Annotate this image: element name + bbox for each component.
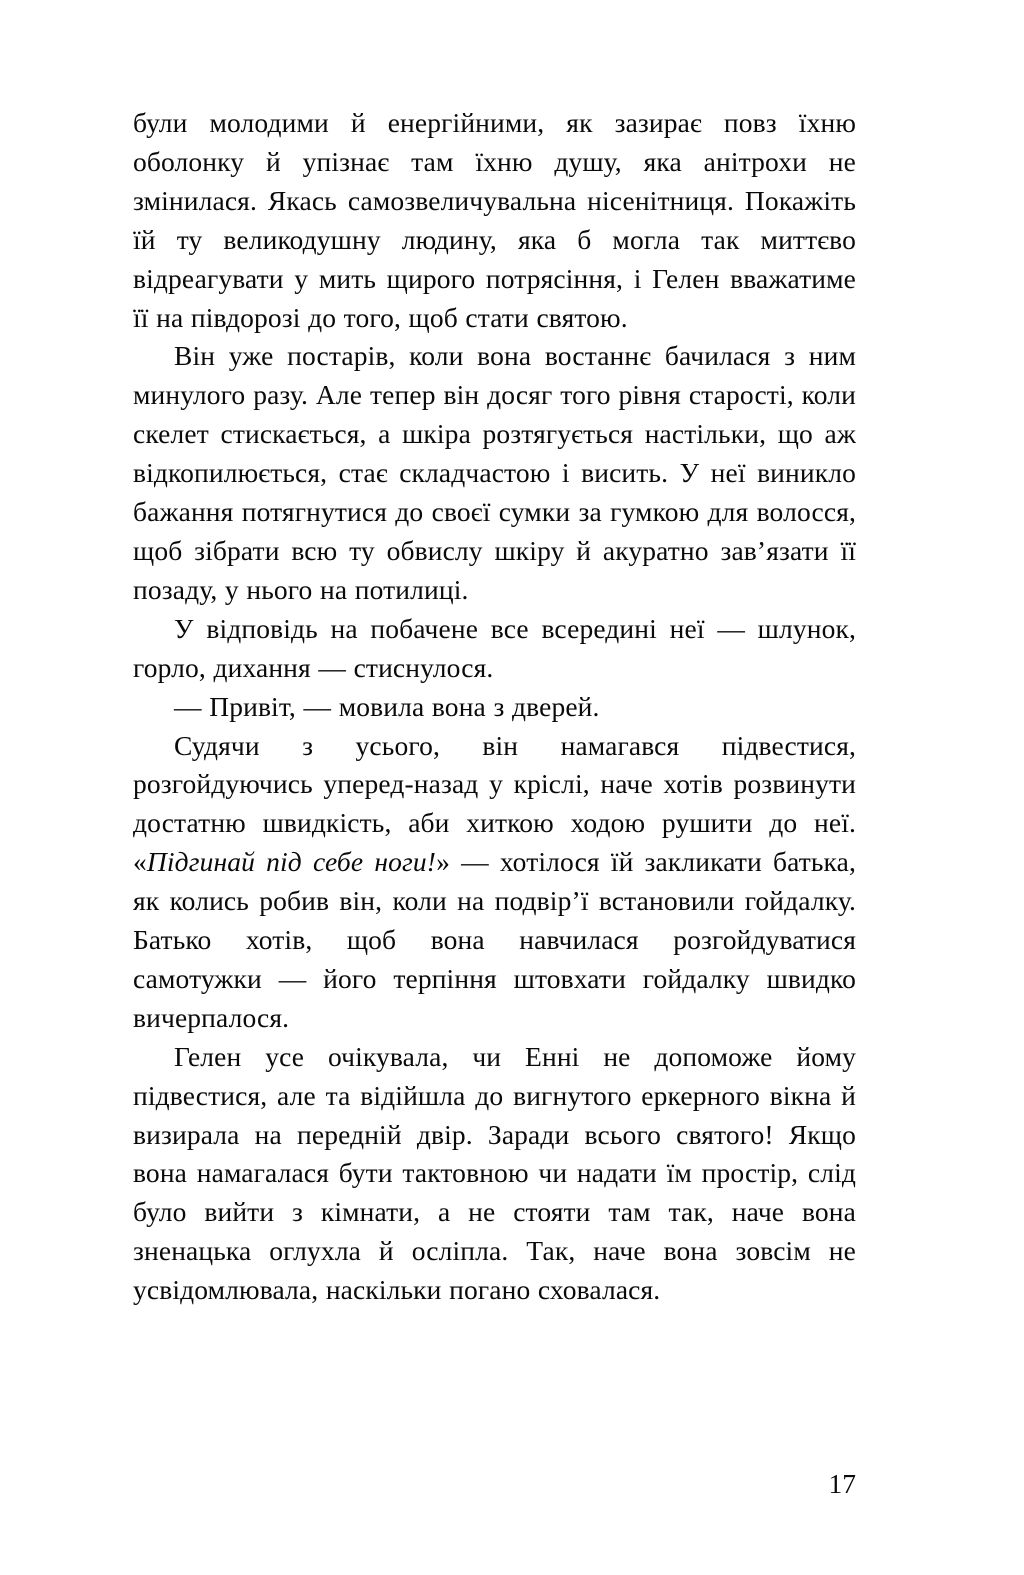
paragraph-6: Гелен усе очікувала, чи Енні не допоможе йому підвестися, але та відійшла до вигнутого еркерного вікна й визирала на передній двір. Заради всього святого! Якщо вона намагалася бути тактовною чи надати їм простір, слід було вийти з кімнати, а не стояти там так, наче вона зненацька оглухла й осліпла. Так, наче вона зовсім не усвідомлювала, наскільки погано сховалася.: [133, 1040, 856, 1306]
paragraph-2: Він уже постарів, коли вона востаннє бачилася з ним минулого разу. Але тепер він досяг того рівня старості, коли скелет стискається, а шкіра розтягується настільки, що аж відкопилюється, стає складчастою і висить. У неї виникло бажання потягнутися до своєї сумки за гумкою для волосся, щоб зібрати всю ту обвислу шкіру й акуратно зав’язати її позаду, у нього на потилиці.: [133, 340, 856, 605]
paragraph-4-dialogue: — Привіт, — мовила вона з дверей.: [174, 690, 600, 722]
paragraph-3: У відповідь на побачене все всередині неї — шлунок, горло, дихання — стиснулося.: [133, 612, 856, 683]
page-text-block: [133, 104, 856, 1310]
page-number: 17: [828, 1468, 856, 1499]
paragraph-1: були молодими й енергійними, як зазирає повз їхню оболонку й упізнає там їхню душу, яка анітрохи не змінилася. Якась самозвеличувальна нісенітниця. Покажіть їй ту великодушну людину, яка б могла так миттєво відреагувати у мить щирого потрясіння, і Гелен вважатиме її на півдорозі до того, щоб стати святою.: [133, 107, 856, 333]
paragraph-5-part-2: » — хотілося їй закликати батька, як колись робив він, коли на подвір’ї встановили гойдалку. Батько хотів, щоб вона навчилася розгойдуватися самотужки — його терпіння штовхати гойдалку швидко вичерпалося.: [133, 846, 856, 1033]
paragraph-5: [133, 727, 856, 1038]
paragraph-5-italic-quote: Підгинай під себе ноги!: [146, 846, 437, 878]
paragraph-5-part-1: Судячи з усього, він намагався підвестися, розгойдуючись уперед-назад у кріслі, наче хотів розвинути достатню швидкість, аби хиткою ходою рушити до неї. «: [133, 729, 856, 878]
